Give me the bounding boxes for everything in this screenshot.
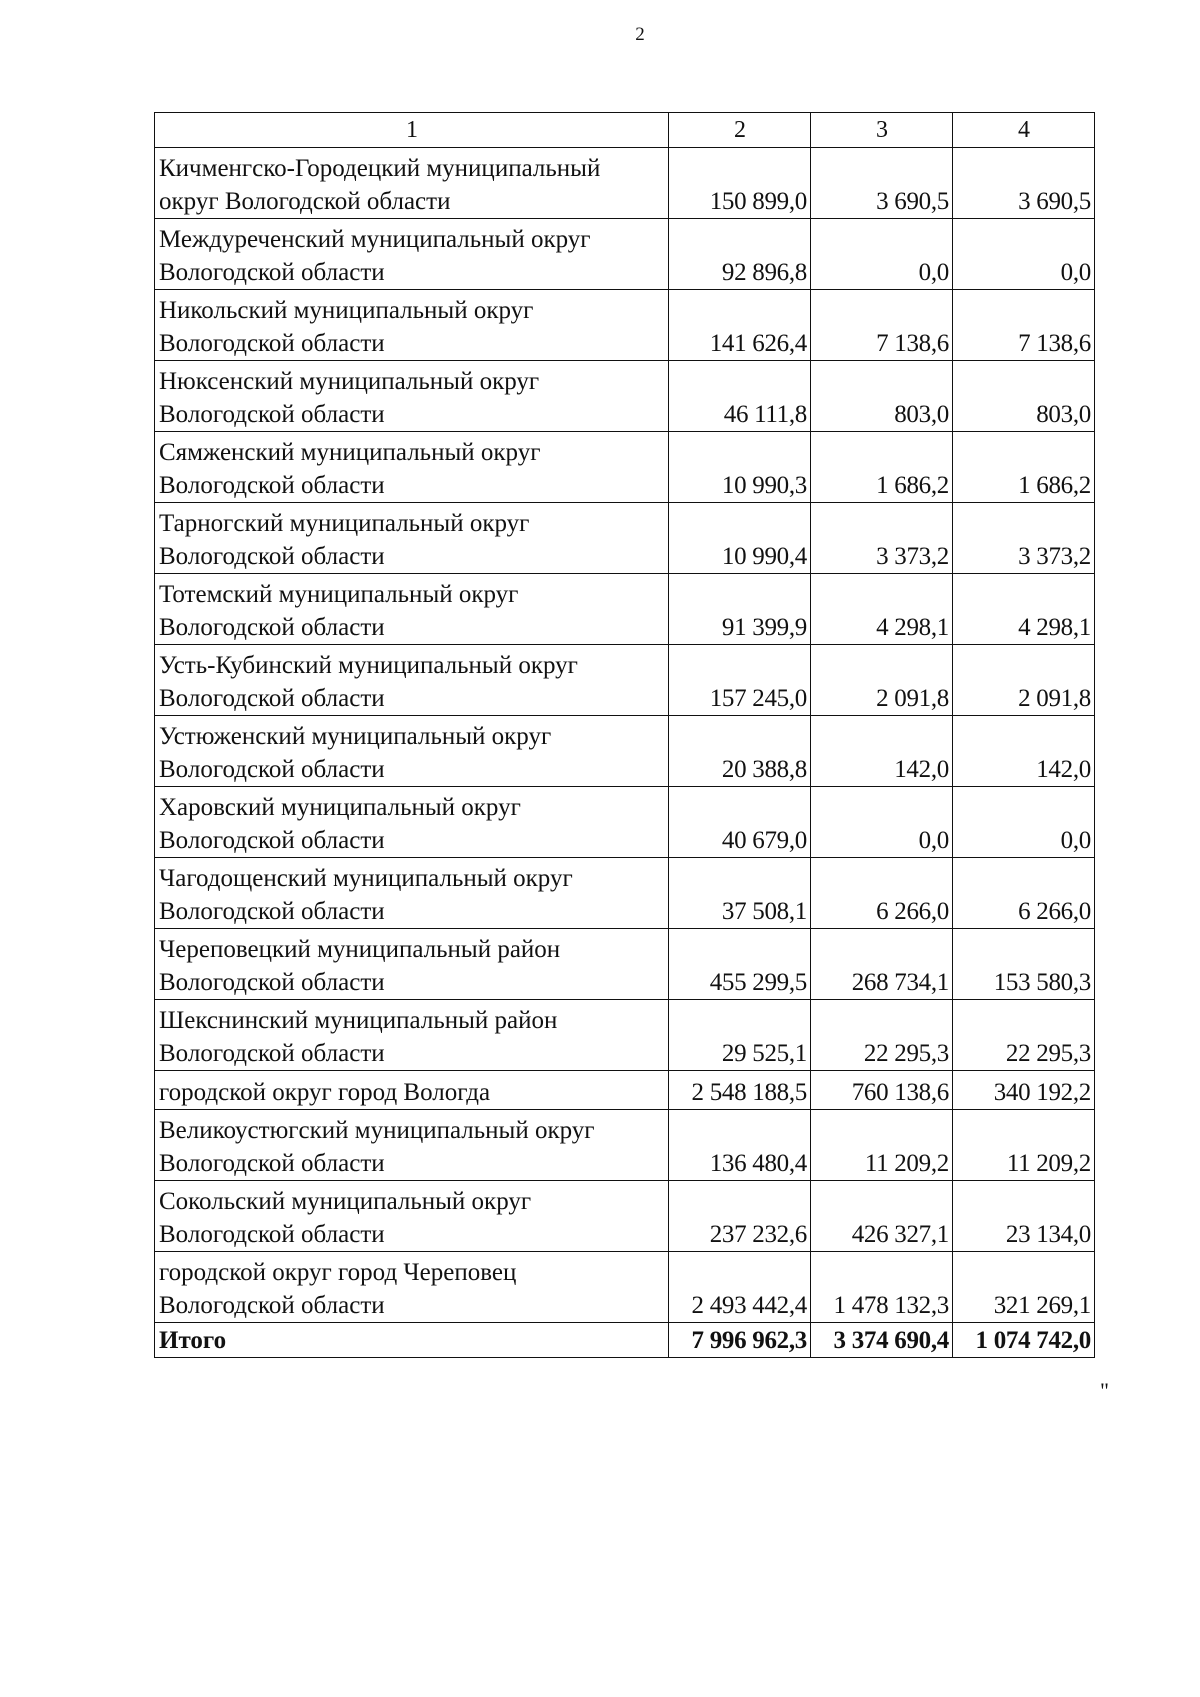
municipality-name-line: Шекснинский муниципальный район — [159, 1007, 558, 1034]
municipality-name-cell — [155, 787, 669, 858]
amount-cell-col-2: 91 399,9 — [669, 574, 811, 645]
municipality-name-line: Тотемский муниципальный округ — [159, 581, 519, 608]
amount-cell-col-4: 340 192,2 — [953, 1071, 1095, 1110]
table-row — [155, 219, 1095, 290]
table-row — [155, 787, 1095, 858]
municipality-name-line: Великоустюгский муниципальный округ — [159, 1117, 595, 1144]
amount-cell-col-4: 0,0 — [953, 219, 1095, 290]
municipality-name-line: Вологодской области — [159, 1150, 385, 1177]
header-row — [155, 113, 1095, 148]
municipality-name-line: Тарногский муниципальный округ — [159, 510, 530, 537]
amount-cell-col-2: 455 299,5 — [669, 929, 811, 1000]
municipality-name-cell — [155, 716, 669, 787]
table-row — [155, 1000, 1095, 1071]
amount-cell-col-3: 426 327,1 — [811, 1181, 953, 1252]
municipality-name-cell — [155, 148, 669, 219]
municipality-name-line: Нюксенский муниципальный округ — [159, 368, 540, 395]
municipality-name-line: Сямженский муниципальный округ — [159, 439, 541, 466]
amount-cell-col-2: 10 990,4 — [669, 503, 811, 574]
municipality-name-cell — [155, 1071, 669, 1110]
municipality-name-cell — [155, 432, 669, 503]
municipality-name-line: Харовский муниципальный округ — [159, 794, 521, 821]
amount-cell-col-4: 142,0 — [953, 716, 1095, 787]
municipality-name-line: городской округ город Вологда — [159, 1079, 491, 1106]
amount-cell-col-2: 237 232,6 — [669, 1181, 811, 1252]
municipality-name-cell — [155, 1181, 669, 1252]
municipality-name-line: Междуреченский муниципальный округ — [159, 226, 591, 253]
table-row — [155, 148, 1095, 219]
municipality-name-line: Вологодской области — [159, 259, 385, 286]
amount-cell-col-3: 4 298,1 — [811, 574, 953, 645]
municipality-name-cell — [155, 929, 669, 1000]
table-row — [155, 858, 1095, 929]
amount-cell-col-4: 4 298,1 — [953, 574, 1095, 645]
amount-cell-col-4: 7 138,6 — [953, 290, 1095, 361]
amount-cell-col-2: 92 896,8 — [669, 219, 811, 290]
amount-cell-col-4: 153 580,3 — [953, 929, 1095, 1000]
amount-cell-col-3: 2 091,8 — [811, 645, 953, 716]
amount-cell-col-4: 11 209,2 — [953, 1110, 1095, 1181]
amount-cell-col-3: 142,0 — [811, 716, 953, 787]
amount-cell-col-3: 760 138,6 — [811, 1071, 953, 1110]
amount-cell-col-4: 3 690,5 — [953, 148, 1095, 219]
municipality-name-cell — [155, 1252, 669, 1323]
allocation-table-wrapper — [154, 112, 1094, 1358]
amount-cell-col-3: 1 478 132,3 — [811, 1252, 953, 1323]
municipality-name-line: Сокольский муниципальный округ — [159, 1188, 532, 1215]
amount-cell-col-4: 321 269,1 — [953, 1252, 1095, 1323]
municipality-name-line: Вологодской области — [159, 472, 385, 499]
municipality-name-line: Чагодощенский муниципальный округ — [159, 865, 573, 892]
amount-cell-col-4: 22 295,3 — [953, 1000, 1095, 1071]
municipality-name-cell — [155, 1110, 669, 1181]
municipality-name-line: Усть-Кубинский муниципальный округ — [159, 652, 578, 679]
total-label: Итого — [155, 1323, 669, 1358]
municipality-name-line: Кичменгско-Городецкий муниципальный — [159, 155, 601, 182]
municipality-name-line: Вологодской области — [159, 543, 385, 570]
amount-cell-col-2: 2 493 442,4 — [669, 1252, 811, 1323]
amount-cell-col-4: 3 373,2 — [953, 503, 1095, 574]
municipality-name-line: Вологодской области — [159, 685, 385, 712]
municipality-name-cell — [155, 361, 669, 432]
amount-cell-col-2: 2 548 188,5 — [669, 1071, 811, 1110]
amount-cell-col-2: 157 245,0 — [669, 645, 811, 716]
municipality-name-line: Вологодской области — [159, 898, 385, 925]
table-row — [155, 1071, 1095, 1110]
amount-cell-col-4: 1 686,2 — [953, 432, 1095, 503]
municipality-name-line: Устюженский муниципальный округ — [159, 723, 552, 750]
municipality-name-line: Вологодской области — [159, 756, 385, 783]
total-amount-col-4: 1 074 742,0 — [953, 1323, 1095, 1358]
total-row — [155, 1323, 1095, 1358]
table-row — [155, 716, 1095, 787]
municipality-name-line: городской округ город Череповец — [159, 1259, 517, 1286]
table-body — [155, 148, 1095, 1358]
amount-cell-col-4: 23 134,0 — [953, 1181, 1095, 1252]
municipality-name-line: Вологодской области — [159, 1040, 385, 1067]
total-amount-col-2: 7 996 962,3 — [669, 1323, 811, 1358]
table-row — [155, 645, 1095, 716]
amount-cell-col-3: 268 734,1 — [811, 929, 953, 1000]
amount-cell-col-2: 29 525,1 — [669, 1000, 811, 1071]
page-number: 2 — [635, 24, 645, 45]
amount-cell-col-3: 22 295,3 — [811, 1000, 953, 1071]
municipality-name-line: Вологодской области — [159, 969, 385, 996]
amount-cell-col-2: 20 388,8 — [669, 716, 811, 787]
municipality-name-line: Вологодской области — [159, 1292, 385, 1319]
column-header: 3 — [811, 113, 953, 148]
amount-cell-col-3: 1 686,2 — [811, 432, 953, 503]
table-row — [155, 1181, 1095, 1252]
column-header: 2 — [669, 113, 811, 148]
amount-cell-col-2: 37 508,1 — [669, 858, 811, 929]
total-amount-col-3: 3 374 690,4 — [811, 1323, 953, 1358]
table-row — [155, 503, 1095, 574]
municipality-name-cell — [155, 1000, 669, 1071]
municipality-name-cell — [155, 219, 669, 290]
table-row — [155, 574, 1095, 645]
municipality-name-line: округ Вологодской области — [159, 188, 451, 215]
table-row — [155, 432, 1095, 503]
amount-cell-col-3: 3 373,2 — [811, 503, 953, 574]
closing-quote-mark: " — [1100, 1378, 1109, 1403]
table-row — [155, 929, 1095, 1000]
amount-cell-col-2: 141 626,4 — [669, 290, 811, 361]
table-row — [155, 1252, 1095, 1323]
amount-cell-col-2: 150 899,0 — [669, 148, 811, 219]
amount-cell-col-4: 803,0 — [953, 361, 1095, 432]
amount-cell-col-3: 803,0 — [811, 361, 953, 432]
amount-cell-col-3: 6 266,0 — [811, 858, 953, 929]
amount-cell-col-2: 40 679,0 — [669, 787, 811, 858]
amount-cell-col-2: 46 111,8 — [669, 361, 811, 432]
municipality-name-line: Вологодской области — [159, 1221, 385, 1248]
municipality-name-line: Вологодской области — [159, 330, 385, 357]
allocation-table — [154, 112, 1095, 1358]
amount-cell-col-4: 0,0 — [953, 787, 1095, 858]
municipality-name-cell — [155, 503, 669, 574]
municipality-name-line: Череповецкий муниципальный район — [159, 936, 561, 963]
column-header: 4 — [953, 113, 1095, 148]
municipality-name-line: Вологодской области — [159, 401, 385, 428]
table-row — [155, 290, 1095, 361]
municipality-name-line: Вологодской области — [159, 614, 385, 641]
municipality-name-cell — [155, 858, 669, 929]
municipality-name-line: Вологодской области — [159, 827, 385, 854]
amount-cell-col-3: 3 690,5 — [811, 148, 953, 219]
column-header: 1 — [155, 113, 669, 148]
amount-cell-col-3: 11 209,2 — [811, 1110, 953, 1181]
municipality-name-cell — [155, 574, 669, 645]
amount-cell-col-3: 0,0 — [811, 787, 953, 858]
table-row — [155, 1110, 1095, 1181]
municipality-name-line: Никольский муниципальный округ — [159, 297, 534, 324]
amount-cell-col-2: 10 990,3 — [669, 432, 811, 503]
amount-cell-col-3: 0,0 — [811, 219, 953, 290]
amount-cell-col-4: 2 091,8 — [953, 645, 1095, 716]
amount-cell-col-4: 6 266,0 — [953, 858, 1095, 929]
municipality-name-cell — [155, 290, 669, 361]
table-row — [155, 361, 1095, 432]
amount-cell-col-2: 136 480,4 — [669, 1110, 811, 1181]
municipality-name-cell — [155, 645, 669, 716]
amount-cell-col-3: 7 138,6 — [811, 290, 953, 361]
